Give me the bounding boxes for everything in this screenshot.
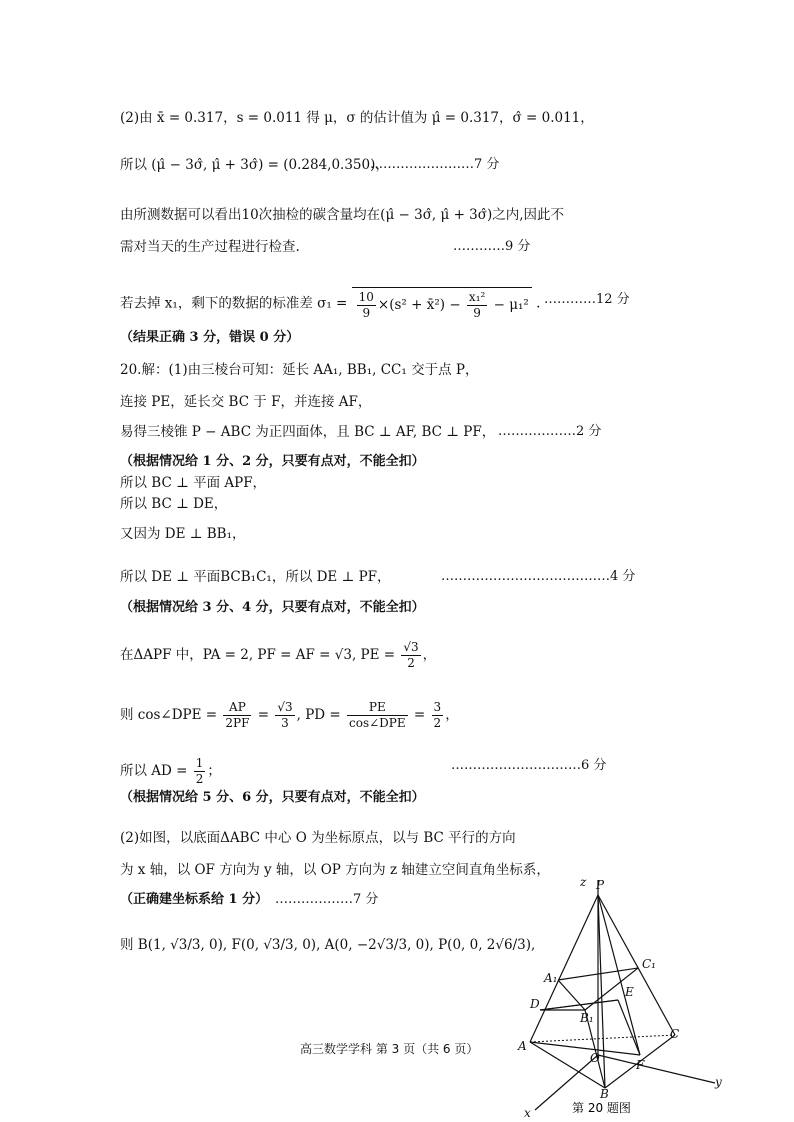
q20-note-3: （根据情况给 5 分、6 分，只要有点对，不能全扣） — [120, 790, 425, 805]
label-A1: A₁ — [544, 971, 558, 985]
label-P: P — [596, 878, 605, 892]
label-F: F — [636, 1058, 645, 1072]
score-7-a: ……………………7 分 — [370, 157, 500, 172]
q20-note-1: （根据情况给 1 分、2 分，只要有点对，不能全扣） — [120, 454, 425, 469]
label-B: B — [600, 1087, 609, 1101]
stats-line-4: 需对当天的生产过程进行检查. — [120, 239, 300, 255]
stats-line-5: 若去掉 x₁，剩下的数据的标准差 σ₁ = $\frac{10}{9}$ ×(s² + x̄²) − $\frac{\text{x₁²}}{9}$ − μ₁² . — [120, 287, 540, 321]
stats-note: （结果正确 3 分，错误 0 分） — [120, 330, 300, 345]
label-D: D — [530, 997, 540, 1011]
label-A: A — [518, 1039, 527, 1053]
q20-line-5: 所以 BC ⊥ DE， — [120, 496, 228, 512]
score-9: …………9 分 — [453, 239, 531, 254]
q20-line-9: 则 cos∠DPE = $\frac{AP}{2PF}$ = $\frac{√3}{3}$ , PD = $\frac{PE}{\text{cos∠DPE}}$ = $\frac{3}{2}$ ， — [120, 700, 459, 730]
figure-caption: 第 20 题图 — [572, 1101, 631, 1115]
segment-EF — [618, 1000, 640, 1055]
score-12: …………12 分 — [544, 292, 630, 307]
label-y: y — [715, 1075, 722, 1089]
label-C: C — [670, 1027, 680, 1041]
score-6: …………………………6 分 — [451, 758, 607, 773]
q20-line-2: 连接 PE，延长交 BC 于 F，并连接 AF， — [120, 394, 372, 410]
q20-line-4: 所以 BC ⊥ 平面 APF， — [120, 475, 267, 491]
q20-note-4: （正确建坐标系给 1 分） — [120, 892, 269, 907]
q20-part2-line-2: 为 x 轴，以 OF 方向为 y 轴，以 OP 方向为 z 轴建立空间直角坐标系， — [120, 862, 550, 878]
q20-line-7: 所以 DE ⊥ 平面BCB₁C₁，所以 DE ⊥ PF， — [120, 569, 391, 585]
page-footer: 高三数学学科 第 3 页（共 6 页） — [300, 1042, 479, 1056]
q20-coordinates: 则 B(1, √3/3, 0), F(0, √3/3, 0), A(0, −2√3/3, 0), P(0, 0, 2√6/3), — [120, 937, 536, 953]
figure-20 — [510, 870, 740, 1122]
stats-line-1: (2)由 x̄ = 0.317，s = 0.011 得 μ，σ 的估计值为 μ̂ = 0.317，σ̂ = 0.011， — [120, 110, 594, 126]
q20-line-6: 又因为 DE ⊥ BB₁， — [120, 526, 246, 542]
y-axis — [598, 1055, 715, 1083]
label-z: z — [580, 875, 587, 889]
sqrt-expression: $\frac{10}{9}$ ×(s² + x̄²) − $\frac{\text{x₁²}}{9}$ − μ₁² — [352, 287, 532, 321]
q20-part2-line-1: (2)如图，以底面ΔABC 中心 O 为坐标原点，以与 BC 平行的方向 — [120, 830, 516, 846]
label-x: x — [524, 1106, 531, 1120]
edge-AF — [530, 1042, 640, 1055]
q20-line-3: 易得三棱锥 P − ABC 为正四面体，且 BC ⊥ AF, BC ⊥ PF， — [120, 424, 496, 440]
segment-DE — [540, 1000, 618, 1010]
label-C1: C₁ — [642, 957, 656, 971]
edge-AC-dashed — [530, 1035, 675, 1042]
label-O: O — [590, 1051, 600, 1065]
stats-line-3: 由所测数据可以看出10次抽检的碳含量均在(μ̂ − 3σ̂, μ̂ + 3σ̂)之内,因此不 — [120, 207, 565, 223]
q20-line-8: 在ΔAPF 中，PA = 2, PF = AF = √3, PE = $\frac{√3}{2}$ ， — [120, 640, 437, 670]
label-B1: B₁ — [580, 1011, 594, 1025]
label-E: E — [625, 985, 634, 999]
q20-note-2: （根据情况给 3 分、4 分，只要有点对，不能全扣） — [120, 600, 425, 615]
score-4: …………………………………4 分 — [441, 569, 636, 584]
edge-PF — [598, 895, 640, 1055]
edge-PC — [598, 895, 675, 1035]
q20-line-1: 20.解：(1)由三棱台可知：延长 AA₁, BB₁, CC₁ 交于点 P， — [120, 362, 479, 378]
score-2: ………………2 分 — [498, 424, 602, 439]
score-7-b: ………………7 分 — [275, 892, 379, 907]
stats-line-2: 所以 (μ̂ − 3σ̂, μ̂ + 3σ̂) = (0.284,0.350)， — [120, 157, 389, 173]
q20-line-10: 所以 AD = $\frac{1}{2}$ ； — [120, 756, 221, 786]
